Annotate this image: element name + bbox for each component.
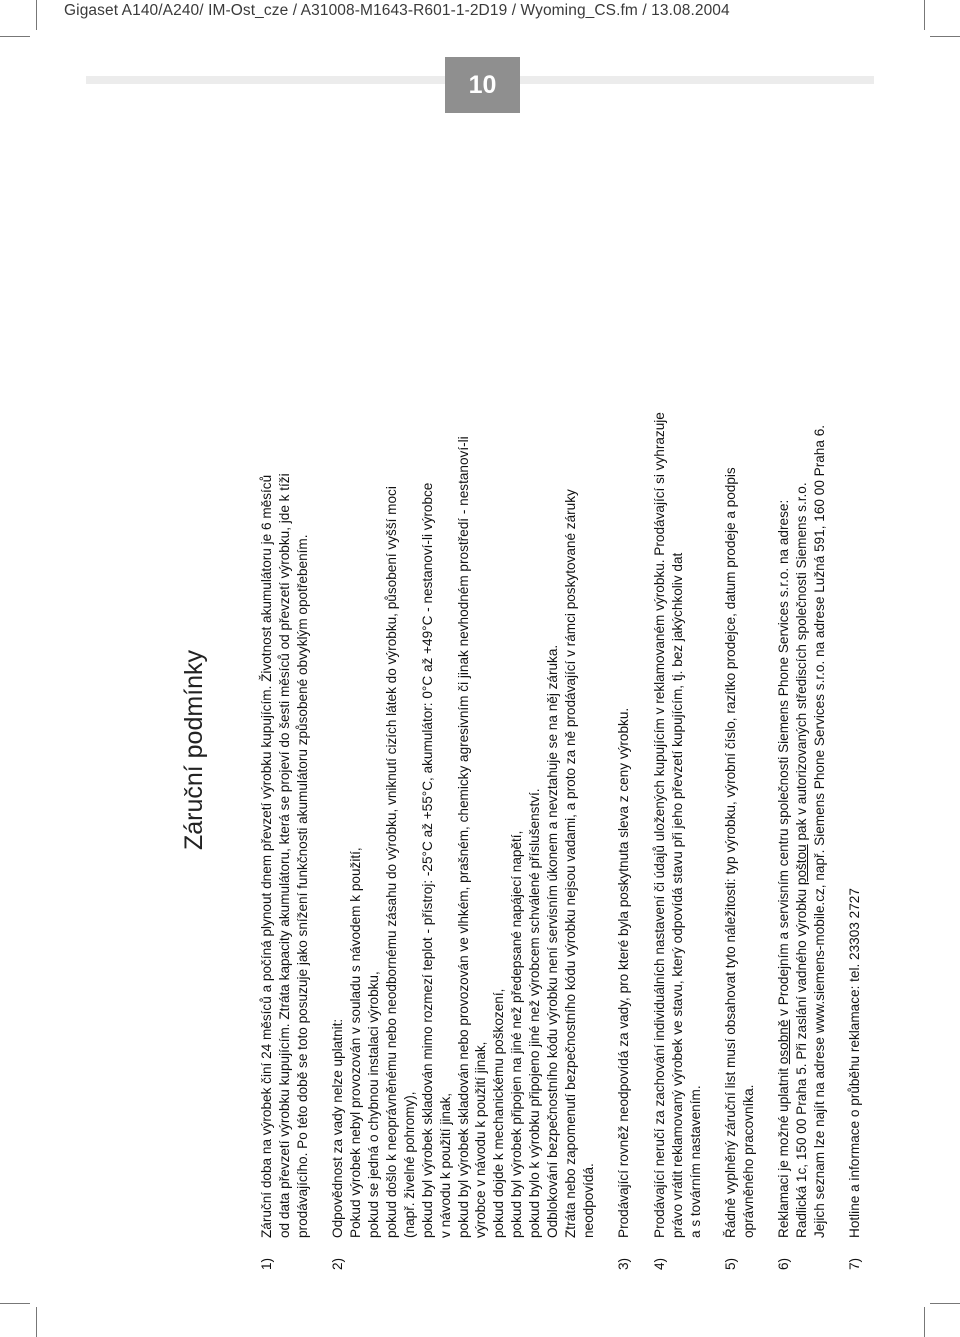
crop-mark xyxy=(930,1303,960,1304)
item-number: 2) xyxy=(330,1257,346,1270)
item-line: pokud dojde k mechanickému poškození, xyxy=(491,988,507,1238)
list-item xyxy=(258,230,312,1270)
list-item xyxy=(775,230,829,1270)
item-number: 3) xyxy=(616,1257,632,1270)
crop-mark xyxy=(924,1307,925,1337)
item-line: pokud byl výrobek skladován nebo provozován ve vlhkém, prašném, chemicky agresivním či jinak nevhodném prostředí - nestanoví-li xyxy=(455,436,471,1238)
crop-mark xyxy=(36,0,37,30)
page-title: Záruční podmínky xyxy=(180,649,208,851)
page-number: 10 xyxy=(445,57,520,113)
list-item xyxy=(846,230,864,1270)
item-number: 7) xyxy=(847,1257,863,1270)
item-line: oprávněného pracovníka. xyxy=(740,1084,756,1238)
item-line: pokud byl výrobek skladován mimo rozmezí teplot - přístroj: -25°C až +55°C, akumulátor: 0°C až +49°C - nestanoví-li výrobce xyxy=(419,482,435,1238)
header-file-info: Gigaset A140/A240/ IM-Ost_cze / A31008-M1643-R601-1-2D19 / Wyoming_CS.fm / 13.08.2004 xyxy=(64,2,730,19)
crop-mark xyxy=(0,36,30,37)
item-line xyxy=(793,230,811,1238)
item-number: 6) xyxy=(776,1257,792,1270)
line-text: Reklamaci je možné uplatnit xyxy=(776,1064,792,1238)
item-number: 4) xyxy=(651,1257,667,1270)
underlined-word: poštou xyxy=(794,844,810,886)
item-line: neodpovídá. xyxy=(580,1163,596,1238)
line-text: pak v autorizovaných střediscích společnosti Siemens s.r.o. xyxy=(794,482,810,845)
crop-mark xyxy=(930,36,960,37)
underlined-word: osobně xyxy=(776,1019,792,1065)
item-line: Řádně vyplněný záruční list musí obsahovat tyto náležitosti: typ výrobku, výrobní číslo, razítko prodejce, datum prodeje a podpis xyxy=(722,467,738,1238)
item-line xyxy=(775,230,793,1238)
item-line: výrobce v návodu k použití jinak, xyxy=(473,1041,489,1238)
item-line: prodávajícího. Po této době se toto posuzuje jako snížení funkčnosti akumulátoru způsobené obvyklým opotřebením. xyxy=(294,534,310,1238)
list-item xyxy=(615,230,633,1270)
item-line: Ztráta nebo zapomenutí bezpečnostního kódu výrobku nejsou vadami, a proto za ně prodávající v rámci poskytované záruky xyxy=(563,489,578,1238)
list-item xyxy=(722,230,758,1270)
item-line: Odblokování bezpečnostního kódu výrobku není servisním úkonem a nevztahuje se na něj záruka. xyxy=(545,644,561,1238)
list-item xyxy=(329,230,598,1270)
crop-mark xyxy=(0,1303,30,1304)
item-line: od data převzetí výrobku kupujícím. Ztráta kapacity akumulátoru, která se projeví do šesti měsíců od převzetí výrobku, jde k tíži xyxy=(276,473,292,1238)
item-line: Pokud výrobek nebyl provozován v souladu s návodem k použití, xyxy=(348,847,364,1238)
item-line: Hotline a informace o průběhu reklamace: tel. 23303 2727 xyxy=(847,888,863,1238)
crop-mark xyxy=(924,0,925,30)
item-line: Záruční doba na výrobek činí 24 měsíců a počíná plynout dnem převzetí výrobku kupujícím. Životnost akumulátoru je 6 měsíců xyxy=(259,474,274,1238)
item-number: 1) xyxy=(259,1257,274,1270)
list-item xyxy=(651,230,705,1270)
warranty-conditions-list xyxy=(258,230,882,1270)
line-text: Radlická 1c, 150 00 Praha 5. Při zaslání vadného výrobku xyxy=(794,885,810,1238)
item-line: pokud bylo k výrobku připojeno jiné než výrobcem schválené příslušenství. xyxy=(527,788,543,1238)
item-line: právo vrátit reklamovaný výrobek ve stavu, který odpovídá stavu při jeho převzetí kupujícím, tj. bez jakýchkoliv dat xyxy=(669,552,685,1238)
item-line: pokud došlo k neoprávněnému nebo neodbornému zásahu do výrobku, vniknutí cizích látek do výrobku, působení vyšší moci xyxy=(383,486,399,1238)
crop-mark xyxy=(36,1307,37,1337)
item-line: Odpovědnost za vady nelze uplatnit: xyxy=(330,1018,346,1238)
line-text: v Prodejním a servisním centru společnosti Siemens Phone Services s.r.o. na adrese: xyxy=(776,499,792,1020)
item-line: v návodu k použití jinak, xyxy=(437,1092,453,1238)
item-line: Jejich seznam lze najít na adrese www.siemens-mobile.cz, např. Siemens Phone Services s.r.o. na adrese Lužná 591, 160 00 Praha 6. xyxy=(812,424,828,1238)
item-line: (např. živelné pohromy), xyxy=(401,1091,417,1238)
item-line: pokud se jedná o chybnou instalaci výrobku, xyxy=(366,971,382,1238)
item-line: Prodávající rovněž neodpovídá za vady, pro které byla poskytnuta sleva z ceny výrobku. xyxy=(616,707,632,1238)
rotated-content xyxy=(180,230,863,1270)
item-line: Prodávající neručí za zachování individuálních nastavení či údajů uložených kupujícím v reklamovaném výrobku. Prodávající si vyhrazuje xyxy=(651,412,667,1238)
item-line: pokud byl výrobek připojen na jiné než předepsané napájecí napětí, xyxy=(509,830,525,1238)
item-number: 5) xyxy=(722,1257,738,1270)
item-line: a s továrním nastavením. xyxy=(687,1085,703,1238)
